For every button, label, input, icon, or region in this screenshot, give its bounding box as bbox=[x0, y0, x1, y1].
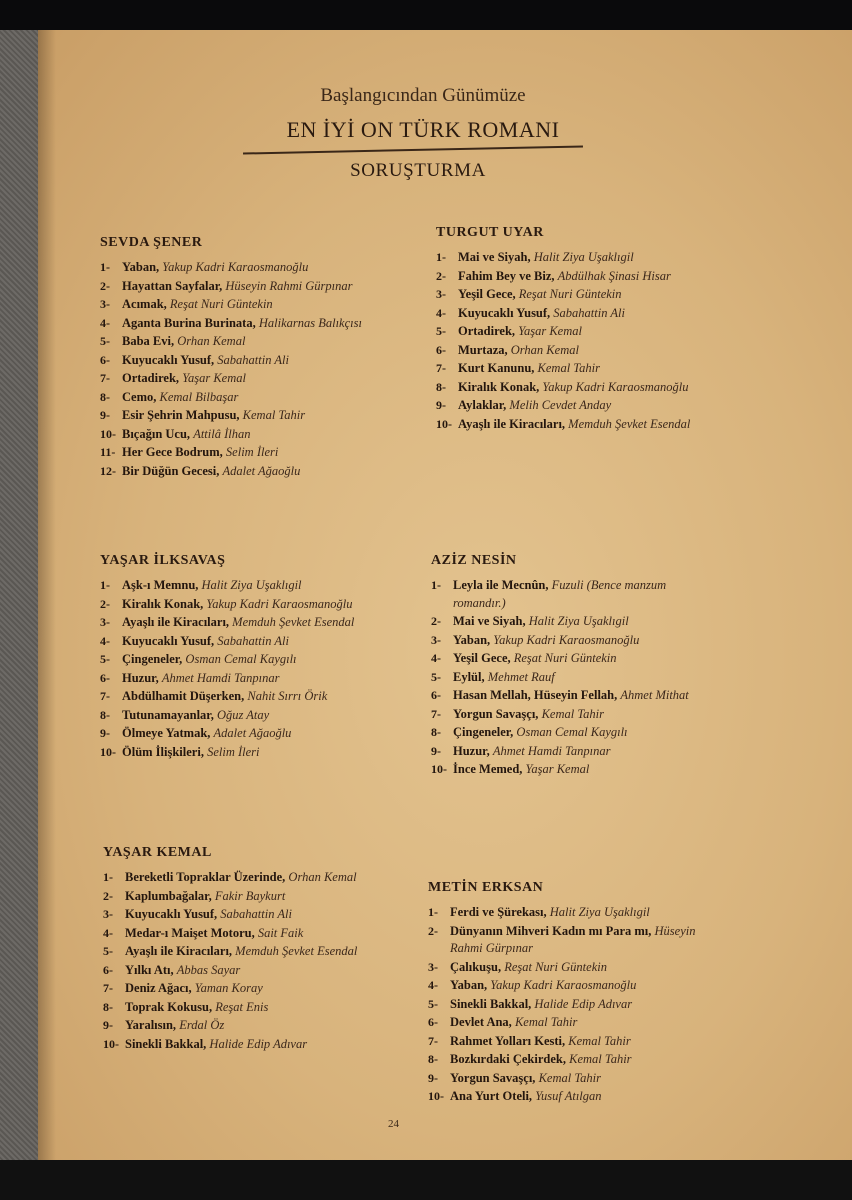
list-item bbox=[428, 1051, 718, 1069]
novel-author: Kemal Tahir bbox=[569, 1052, 632, 1066]
novel-title: Aganta Burina Burinata, bbox=[122, 315, 256, 330]
novel-author: Ahmet Hamdi Tanpınar bbox=[161, 670, 280, 685]
list-item bbox=[431, 632, 721, 650]
list-item bbox=[436, 305, 726, 323]
novel-title: Huzur, bbox=[122, 670, 159, 685]
item-number: 6- bbox=[100, 670, 110, 685]
novel-title: Bıçağın Ucu, bbox=[122, 426, 191, 441]
item-number: 8- bbox=[103, 999, 113, 1014]
list-item bbox=[103, 1036, 393, 1054]
novel-author: Sabahattin Ali bbox=[220, 907, 292, 921]
top-background-strip bbox=[0, 0, 852, 30]
novel-title: Çingeneler, bbox=[122, 652, 183, 666]
item-number: 2- bbox=[431, 614, 441, 628]
list-item bbox=[428, 1014, 718, 1032]
novel-author: Ahmet Hamdi Tanpınar bbox=[492, 743, 611, 758]
item-number: 4- bbox=[100, 633, 110, 648]
item-number: 5- bbox=[431, 669, 441, 684]
item-number: 9- bbox=[428, 1070, 438, 1085]
item-number: 2- bbox=[103, 888, 113, 903]
novel-list bbox=[100, 259, 390, 480]
item-number: 5- bbox=[436, 324, 446, 338]
novel-title: Bereketli Topraklar Üzerinde, bbox=[125, 870, 286, 884]
list-item bbox=[100, 278, 390, 296]
novel-author: Orhan Kemal bbox=[288, 870, 357, 884]
item-number: 10- bbox=[428, 1089, 444, 1103]
novel-title: Ayaşlı ile Kiracıları, bbox=[458, 416, 566, 431]
novel-title: Eylül, bbox=[453, 669, 485, 684]
list-item bbox=[436, 286, 726, 304]
novel-author: Reşat Nuri Güntekin bbox=[504, 959, 607, 974]
item-number: 3- bbox=[431, 632, 441, 647]
header-supertitle: Başlangıcından Günümüze bbox=[320, 85, 526, 106]
list-item bbox=[100, 725, 390, 743]
novel-author: Halit Ziya Uşaklıgil bbox=[528, 614, 629, 628]
novel-author: Halit Ziya Uşaklıgil bbox=[533, 250, 634, 264]
item-number: 3- bbox=[103, 907, 113, 921]
novel-title: Yorgun Savaşçı, bbox=[450, 1070, 536, 1085]
novel-author: Yaşar Kemal bbox=[525, 762, 590, 776]
section-heading: YAŞAR İLKSAVAŞ bbox=[100, 553, 226, 568]
novel-title: Yılkı Atı, bbox=[125, 962, 174, 977]
section-turgut-uyar bbox=[436, 225, 726, 434]
novel-author: Adalet Ağaoğlu bbox=[213, 726, 292, 740]
novel-author: Kemal Bilbaşar bbox=[159, 389, 239, 404]
novel-author: Halit Ziya Uşaklıgil bbox=[549, 905, 650, 919]
novel-title: Medar-ı Maişet Motoru, bbox=[125, 925, 255, 940]
novel-title: Ayaşlı ile Kiracıları, bbox=[122, 615, 230, 629]
novel-author: Halide Edip Adıvar bbox=[534, 996, 633, 1011]
item-number: 5- bbox=[100, 334, 110, 348]
item-number: 5- bbox=[100, 652, 110, 666]
novel-author: Yakup Kadri Karaosmanoğlu bbox=[490, 978, 637, 992]
book-page bbox=[38, 30, 852, 1160]
novel-title: Devlet Ana, bbox=[450, 1015, 512, 1029]
novel-author: Erdal Öz bbox=[179, 1018, 225, 1032]
list-item bbox=[100, 596, 390, 614]
novel-title: Ferdi ve Şürekası, bbox=[450, 905, 547, 919]
item-number: 8- bbox=[100, 389, 110, 404]
item-number: 9- bbox=[103, 1018, 113, 1032]
item-number: 7- bbox=[436, 361, 446, 375]
novel-author: Hüseyin Rahmi Gürpınar bbox=[450, 923, 696, 955]
list-item bbox=[428, 904, 718, 922]
novel-title: Yaban, bbox=[453, 632, 491, 647]
novel-title: Çingeneler, bbox=[453, 725, 514, 739]
header-subtitle: SORUŞTURMA bbox=[350, 160, 486, 181]
list-item bbox=[431, 669, 721, 687]
novel-title: Kuyucaklı Yusuf, bbox=[122, 352, 215, 367]
novel-author: Osman Cemal Kaygılı bbox=[516, 725, 628, 739]
novel-author: Halikarnas Balıkçısı bbox=[258, 315, 362, 330]
item-number: 2- bbox=[428, 923, 438, 938]
novel-title: Ortadirek, bbox=[122, 371, 180, 385]
list-item bbox=[103, 1017, 393, 1035]
list-item bbox=[436, 397, 726, 415]
novel-title: Kiralık Konak, bbox=[122, 596, 204, 611]
novel-list bbox=[436, 249, 726, 433]
item-number: 10- bbox=[100, 744, 116, 759]
novel-title: Abdülhamit Düşerken, bbox=[122, 689, 245, 703]
list-item bbox=[100, 333, 390, 351]
item-number: 6- bbox=[436, 342, 446, 357]
list-item bbox=[100, 707, 390, 725]
novel-title: Esir Şehrin Mahpusu, bbox=[122, 408, 240, 422]
list-item bbox=[428, 923, 718, 958]
item-number: 7- bbox=[431, 706, 441, 721]
novel-author: Orhan Kemal bbox=[177, 334, 246, 348]
novel-title: Yaban, bbox=[122, 260, 160, 274]
list-item bbox=[431, 761, 721, 779]
novel-author: Yusuf Atılgan bbox=[535, 1089, 602, 1103]
list-item bbox=[100, 296, 390, 314]
novel-author: Osman Cemal Kaygılı bbox=[185, 652, 297, 666]
novel-title: Kuyucaklı Yusuf, bbox=[458, 305, 551, 320]
section-metin-erksan bbox=[428, 880, 718, 1107]
item-number: 11- bbox=[100, 445, 116, 459]
item-number: 4- bbox=[100, 315, 110, 330]
item-number: 3- bbox=[100, 615, 110, 629]
list-item bbox=[100, 688, 390, 706]
novel-title: Acımak, bbox=[122, 297, 167, 311]
novel-title: Ölüm İlişkileri, bbox=[122, 744, 204, 759]
list-item bbox=[431, 687, 721, 705]
novel-title: Dünyanın Mihveri Kadın mı Para mı, bbox=[450, 923, 652, 938]
list-item bbox=[100, 407, 390, 425]
novel-author: Halit Ziya Uşaklıgil bbox=[201, 578, 302, 592]
novel-title: Leyla ile Mecnûn, bbox=[453, 578, 549, 592]
novel-title: Her Gece Bodrum, bbox=[122, 445, 223, 459]
list-item bbox=[100, 352, 390, 370]
list-item bbox=[436, 268, 726, 286]
novel-author: Yakup Kadri Karaosmanoğlu bbox=[542, 379, 689, 394]
item-number: 12- bbox=[100, 463, 116, 478]
item-number: 8- bbox=[431, 725, 441, 739]
novel-author: Yaman Koray bbox=[194, 981, 263, 995]
item-number: 1- bbox=[103, 870, 113, 884]
list-item bbox=[100, 633, 390, 651]
novel-author: Orhan Kemal bbox=[510, 342, 579, 357]
list-item bbox=[100, 426, 390, 444]
novel-author: Yaşar Kemal bbox=[182, 371, 246, 385]
novel-title: Baba Evi, bbox=[122, 334, 175, 348]
header-rule bbox=[243, 145, 583, 154]
item-number: 10- bbox=[103, 1036, 119, 1051]
novel-list bbox=[100, 577, 390, 761]
list-item bbox=[431, 613, 721, 631]
section-heading: METİN ERKSAN bbox=[428, 880, 544, 895]
section-sevda-sener bbox=[100, 235, 390, 481]
list-item bbox=[103, 980, 393, 998]
novel-author: Memduh Şevket Esendal bbox=[235, 944, 358, 958]
novel-title: Kuyucaklı Yusuf, bbox=[125, 907, 218, 921]
section-yasar-kemal bbox=[103, 845, 393, 1054]
novel-author: Kemal Tahir bbox=[537, 361, 600, 375]
novel-author: Reşat Nuri Güntekin bbox=[169, 297, 273, 311]
item-number: 1- bbox=[100, 260, 110, 274]
novel-title: Huzur, bbox=[453, 743, 490, 758]
novel-author: Fuzuli (Bence manzum romandır.) bbox=[453, 578, 667, 610]
novel-title: Kaplumbağalar, bbox=[125, 888, 212, 903]
novel-author: Hüseyin Rahmi Gürpınar bbox=[225, 278, 353, 293]
list-item bbox=[100, 259, 390, 277]
novel-author: Reşat Nuri Güntekin bbox=[518, 287, 622, 301]
novel-author: Oğuz Atay bbox=[216, 707, 270, 722]
novel-title: Mai ve Siyah, bbox=[453, 614, 526, 628]
list-item bbox=[100, 670, 390, 688]
list-item bbox=[103, 999, 393, 1017]
novel-author: Kemal Tahir bbox=[568, 1033, 631, 1048]
novel-title: Kurt Kanunu, bbox=[458, 361, 535, 375]
list-item bbox=[431, 577, 721, 612]
novel-author: Yaşar Kemal bbox=[518, 324, 582, 338]
list-item bbox=[436, 249, 726, 267]
novel-title: Fahim Bey ve Biz, bbox=[458, 268, 555, 283]
item-number: 3- bbox=[428, 959, 438, 974]
novel-title: Toprak Kokusu, bbox=[125, 999, 213, 1014]
list-item bbox=[431, 743, 721, 761]
item-number: 2- bbox=[100, 596, 110, 611]
novel-list bbox=[431, 577, 721, 779]
list-item bbox=[103, 925, 393, 943]
list-item bbox=[103, 906, 393, 924]
item-number: 6- bbox=[100, 352, 110, 367]
item-number: 8- bbox=[436, 379, 446, 394]
item-number: 9- bbox=[100, 726, 110, 740]
novel-author: Sabahattin Ali bbox=[217, 633, 289, 648]
item-number: 5- bbox=[103, 944, 113, 958]
item-number: 9- bbox=[436, 398, 446, 412]
novel-author: Kemal Tahir bbox=[541, 706, 604, 721]
novel-title: Sinekli Bakkal, bbox=[125, 1036, 207, 1051]
novel-title: Ortadirek, bbox=[458, 324, 516, 338]
item-number: 6- bbox=[428, 1015, 438, 1029]
item-number: 1- bbox=[100, 578, 110, 592]
item-number: 7- bbox=[100, 371, 110, 385]
novel-author: Kemal Tahir bbox=[538, 1070, 601, 1085]
item-number: 7- bbox=[428, 1033, 438, 1048]
list-item bbox=[100, 651, 390, 669]
novel-title: Yeşil Gece, bbox=[458, 287, 516, 301]
novel-author: Yakup Kadri Karaosmanoğlu bbox=[162, 260, 309, 274]
item-number: 7- bbox=[100, 689, 110, 703]
section-heading: AZİZ NESİN bbox=[431, 553, 517, 568]
list-item bbox=[431, 706, 721, 724]
novel-list bbox=[428, 904, 718, 1106]
bottom-background-strip bbox=[0, 1160, 852, 1200]
novel-author: Melih Cevdet Anday bbox=[509, 398, 612, 412]
novel-author: Sabahattin Ali bbox=[553, 305, 625, 320]
section-heading: SEVDA ŞENER bbox=[100, 235, 203, 250]
novel-author: Abbas Sayar bbox=[176, 962, 241, 977]
list-item bbox=[100, 444, 390, 462]
novel-title: Sinekli Bakkal, bbox=[450, 996, 532, 1011]
novel-title: Yorgun Savaşçı, bbox=[453, 706, 539, 721]
novel-title: Bir Düğün Gecesi, bbox=[122, 463, 220, 478]
item-number: 1- bbox=[436, 250, 446, 264]
section-heading: YAŞAR KEMAL bbox=[103, 845, 212, 860]
list-item bbox=[103, 962, 393, 980]
item-number: 4- bbox=[431, 651, 441, 665]
novel-title: Ayaşlı ile Kiracıları, bbox=[125, 944, 233, 958]
novel-title: Kiralık Konak, bbox=[458, 379, 540, 394]
novel-title: İnce Memed, bbox=[453, 762, 523, 776]
novel-author: Reşat Nuri Güntekin bbox=[513, 651, 617, 665]
list-item bbox=[100, 389, 390, 407]
list-item bbox=[431, 650, 721, 668]
novel-author: Sabahattin Ali bbox=[217, 352, 289, 367]
list-item bbox=[100, 614, 390, 632]
item-number: 4- bbox=[428, 978, 438, 992]
item-number: 2- bbox=[100, 278, 110, 293]
novel-author: Fakir Baykurt bbox=[214, 888, 286, 903]
list-item bbox=[428, 959, 718, 977]
novel-title: Ana Yurt Oteli, bbox=[450, 1089, 533, 1103]
novel-title: Aylaklar, bbox=[458, 398, 507, 412]
novel-list bbox=[103, 869, 393, 1053]
list-item bbox=[428, 977, 718, 995]
novel-author: Yakup Kadri Karaosmanoğlu bbox=[206, 596, 353, 611]
list-item bbox=[100, 370, 390, 388]
novel-title: Kuyucaklı Yusuf, bbox=[122, 633, 215, 648]
list-item bbox=[428, 1088, 718, 1106]
item-number: 4- bbox=[436, 305, 446, 320]
item-number: 6- bbox=[431, 688, 441, 702]
novel-author: Memduh Şevket Esendal bbox=[568, 416, 691, 431]
novel-author: Yakup Kadri Karaosmanoğlu bbox=[493, 632, 640, 647]
novel-title: Yeşil Gece, bbox=[453, 651, 511, 665]
item-number: 7- bbox=[103, 981, 113, 995]
list-item bbox=[103, 869, 393, 887]
novel-title: Bozkırdaki Çekirdek, bbox=[450, 1052, 566, 1066]
novel-title: Deniz Ağacı, bbox=[125, 981, 192, 995]
novel-title: Yaban, bbox=[450, 978, 488, 992]
header-title: EN İYİ ON TÜRK ROMANI bbox=[286, 117, 560, 142]
list-item bbox=[428, 1033, 718, 1051]
item-number: 2- bbox=[436, 268, 446, 283]
novel-author: Kemal Tahir bbox=[514, 1015, 578, 1029]
novel-title: Murtaza, bbox=[458, 342, 508, 357]
novel-author: Attilâ İlhan bbox=[193, 426, 251, 441]
item-number: 9- bbox=[431, 743, 441, 758]
list-item bbox=[100, 577, 390, 595]
section-heading: TURGUT UYAR bbox=[436, 225, 544, 240]
list-item bbox=[436, 416, 726, 434]
novel-author: Reşat Enis bbox=[215, 999, 269, 1014]
list-item bbox=[436, 360, 726, 378]
novel-title: Çalıkuşu, bbox=[450, 959, 502, 974]
novel-author: Adalet Ağaoğlu bbox=[222, 463, 301, 478]
list-item bbox=[100, 315, 390, 333]
section-aziz-nesin bbox=[431, 553, 721, 780]
list-item bbox=[431, 724, 721, 742]
item-number: 6- bbox=[103, 962, 113, 977]
item-number: 8- bbox=[428, 1052, 438, 1066]
novel-title: Mai ve Siyah, bbox=[458, 250, 531, 264]
novel-title: Hayattan Sayfalar, bbox=[122, 278, 223, 293]
novel-author: Mehmet Rauf bbox=[487, 669, 555, 684]
novel-author: Abdülhak Şinasi Hisar bbox=[557, 268, 671, 283]
item-number: 1- bbox=[428, 905, 438, 919]
item-number: 8- bbox=[100, 707, 110, 722]
item-number: 10- bbox=[431, 762, 447, 776]
list-item bbox=[436, 342, 726, 360]
list-item bbox=[436, 323, 726, 341]
item-number: 10- bbox=[436, 416, 452, 431]
novel-author: Selim İleri bbox=[207, 744, 260, 759]
novel-author: Halide Edip Adıvar bbox=[209, 1036, 308, 1051]
list-item bbox=[100, 744, 390, 762]
novel-title: Cemo, bbox=[122, 389, 157, 404]
novel-author: Nahit Sırrı Örik bbox=[247, 689, 328, 703]
list-item bbox=[103, 943, 393, 961]
page-number: 24 bbox=[388, 1118, 399, 1130]
novel-author: Memduh Şevket Esendal bbox=[232, 615, 355, 629]
page-gutter-shadow bbox=[38, 30, 56, 1160]
novel-title: Ölmeye Yatmak, bbox=[122, 726, 211, 740]
novel-title: Aşk-ı Memnu, bbox=[122, 578, 199, 592]
item-number: 3- bbox=[436, 287, 446, 301]
novel-title: Yaralısın, bbox=[125, 1018, 177, 1032]
novel-author: Ahmet Mithat bbox=[620, 688, 689, 702]
novel-author: Selim İleri bbox=[225, 445, 279, 459]
novel-title: Rahmet Yolları Kesti, bbox=[450, 1033, 566, 1048]
item-number: 5- bbox=[428, 996, 438, 1011]
novel-author: Sait Faik bbox=[257, 925, 304, 940]
list-item bbox=[428, 1070, 718, 1088]
item-number: 3- bbox=[100, 297, 110, 311]
item-number: 9- bbox=[100, 408, 110, 422]
list-item bbox=[428, 996, 718, 1014]
list-item bbox=[100, 463, 390, 481]
item-number: 10- bbox=[100, 426, 116, 441]
novel-author: Kemal Tahir bbox=[242, 408, 306, 422]
section-yasar-ilksavas bbox=[100, 553, 390, 762]
novel-title: Hasan Mellah, Hüseyin Fellah, bbox=[453, 688, 618, 702]
novel-title: Tutunamayanlar, bbox=[122, 707, 214, 722]
list-item bbox=[103, 888, 393, 906]
item-number: 4- bbox=[103, 925, 113, 940]
item-number: 1- bbox=[431, 578, 441, 592]
list-item bbox=[436, 379, 726, 397]
